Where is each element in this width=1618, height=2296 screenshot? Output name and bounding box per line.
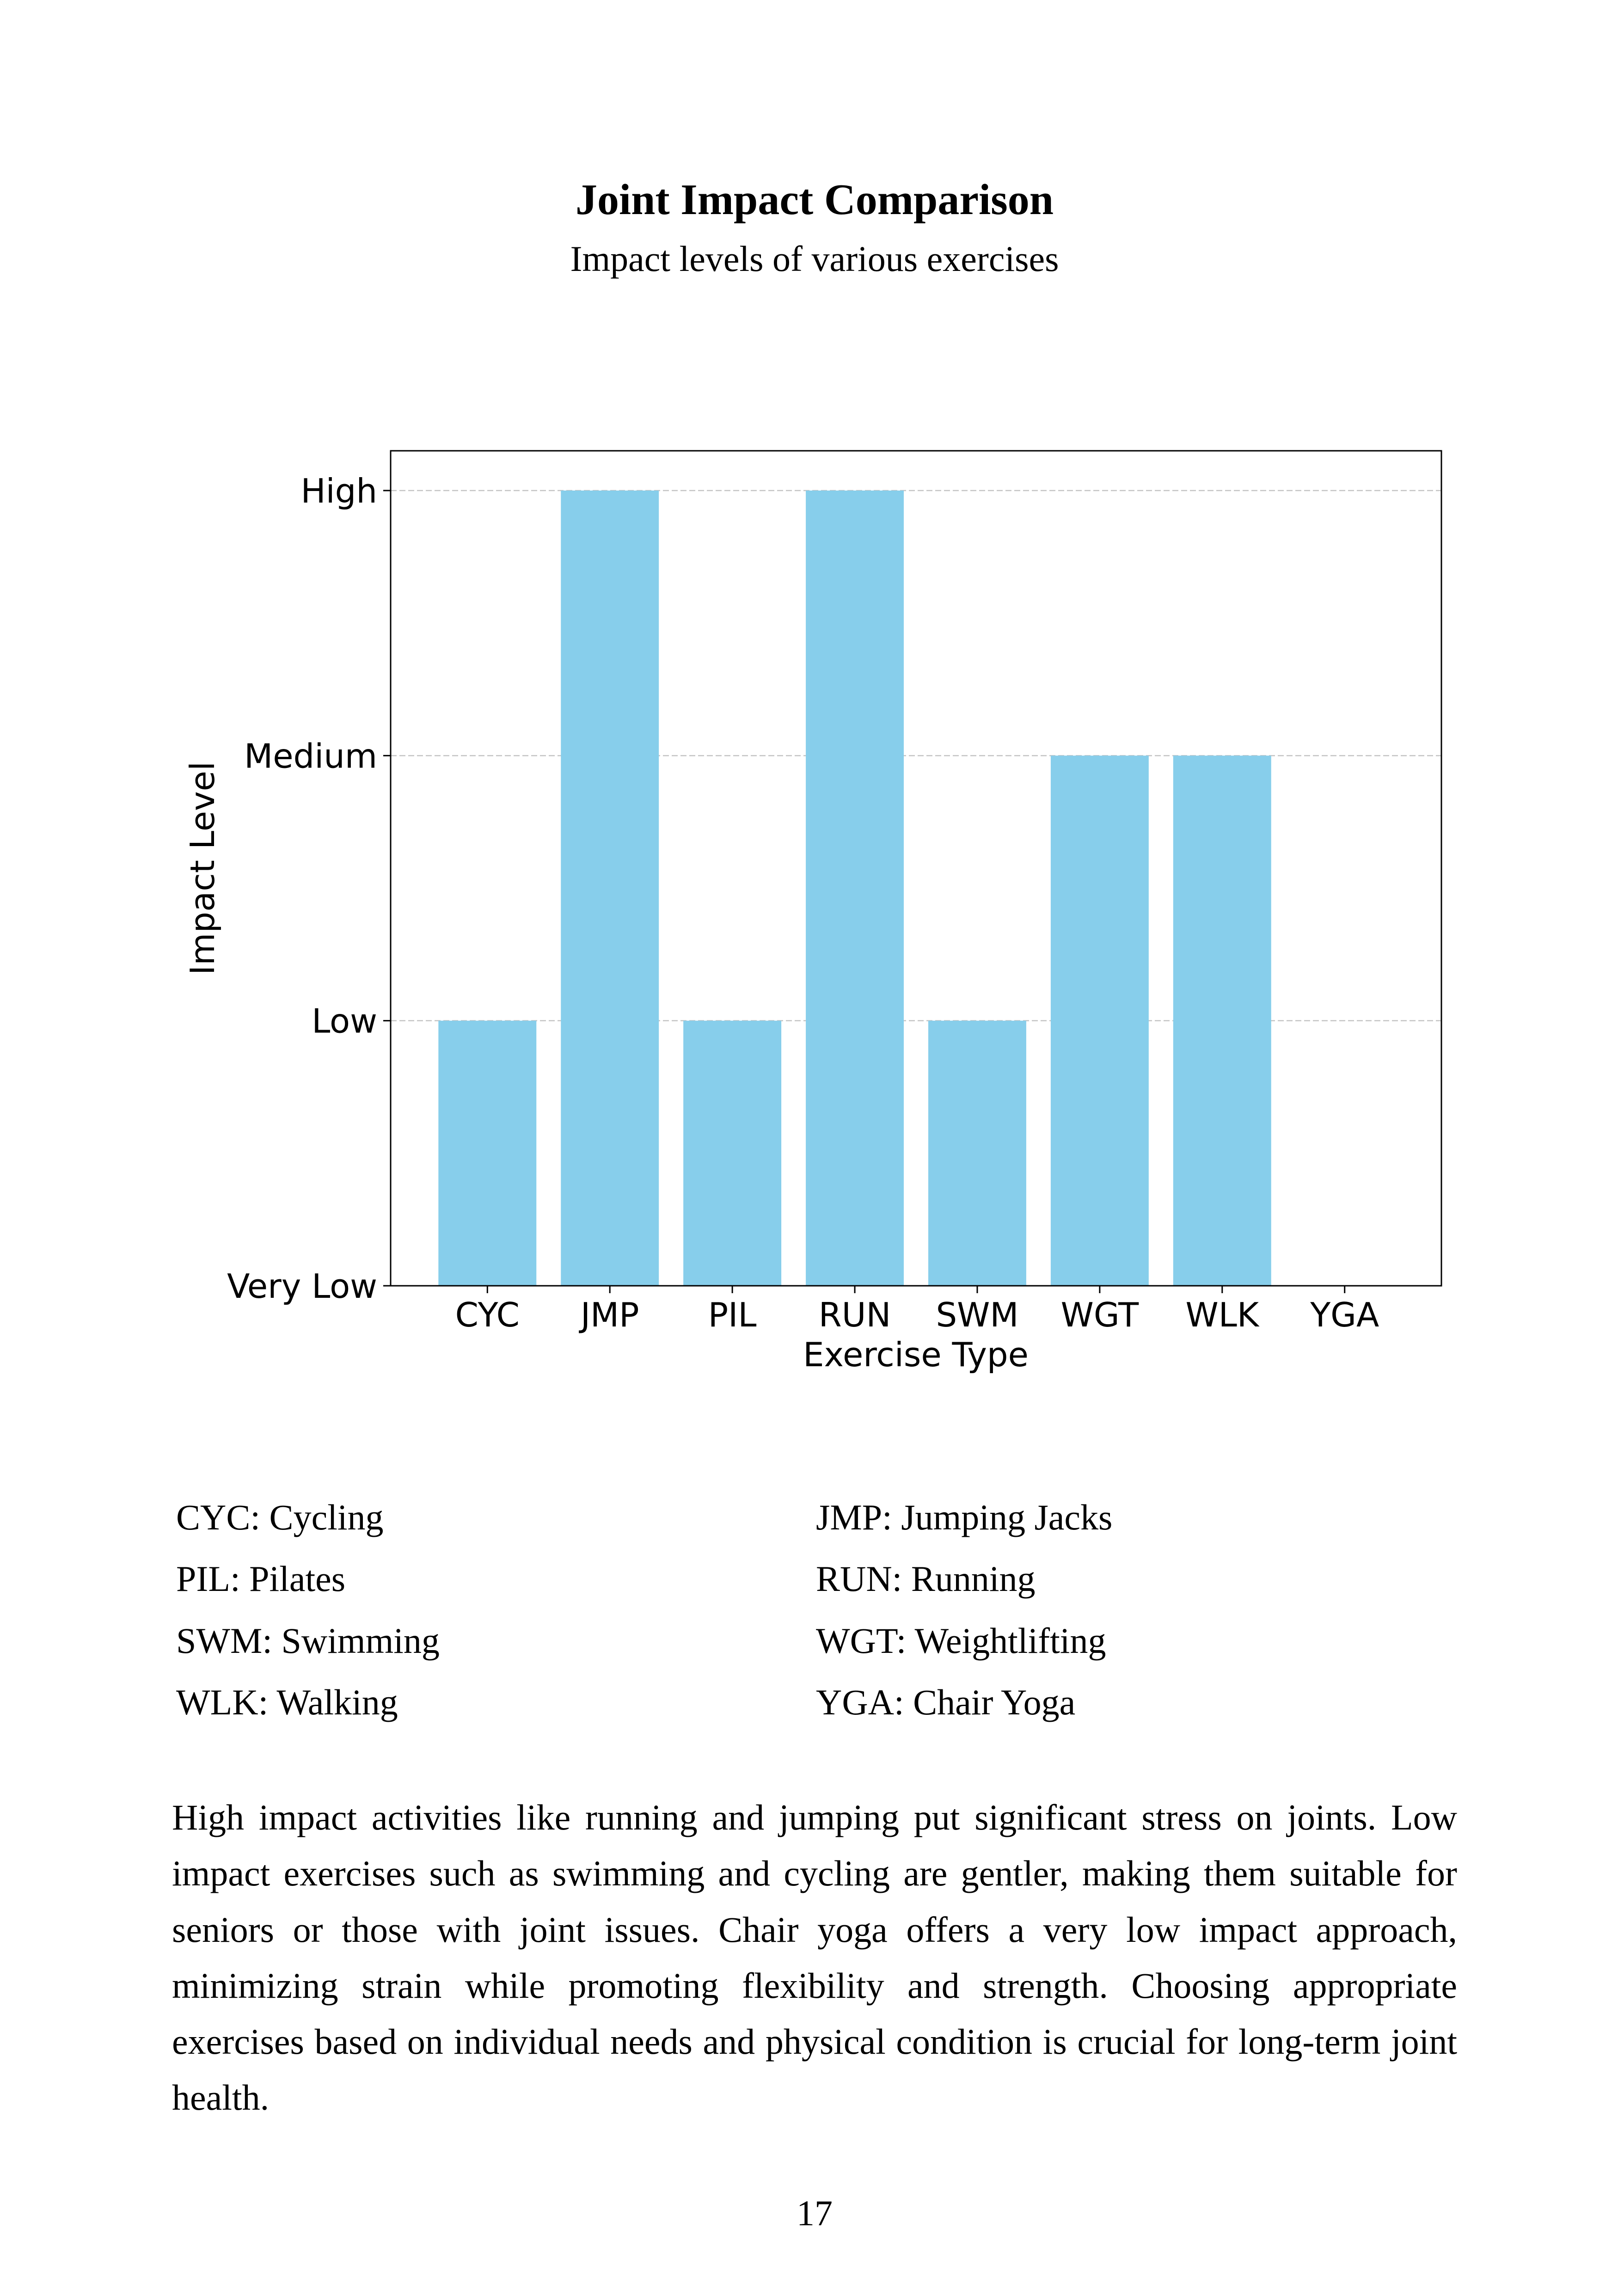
y-tick-label-low: Low [312, 1001, 377, 1041]
abbreviation-key [176, 1486, 1461, 1733]
plot-frame [391, 451, 1441, 1286]
y-tick-label-medium: Medium [244, 737, 377, 776]
abbreviation-item: YGA: Chair Yoga [816, 1682, 1076, 1723]
page-number: 17 [797, 2193, 833, 2233]
bar-wgt [1051, 755, 1149, 1286]
bar-wlk [1173, 755, 1271, 1286]
x-tick-label-wgt: WGT [1060, 1295, 1139, 1334]
bar-swm [928, 1021, 1026, 1286]
x-tick-label-run: RUN [818, 1295, 891, 1334]
abbreviation-item: WLK: Walking [176, 1682, 398, 1723]
bars [438, 491, 1271, 1286]
abbreviation-item: RUN: Running [816, 1559, 1036, 1599]
x-tick-label-yga: YGA [1310, 1295, 1379, 1334]
y-axis-label: Impact Level [183, 761, 222, 975]
x-tick-label-pil: PIL [708, 1295, 757, 1334]
abbreviation-item: SWM: Swimming [176, 1620, 440, 1661]
abbreviation-item: JMP: Jumping Jacks [816, 1497, 1113, 1537]
x-tick-label-cyc: CYC [455, 1295, 520, 1334]
chart-subtitle: Impact levels of various exercises [570, 239, 1059, 279]
y-tick-label-high: High [300, 472, 377, 510]
bar-run [806, 491, 904, 1286]
abbreviation-item: CYC: Cycling [176, 1497, 384, 1537]
bar-pil [683, 1021, 781, 1286]
x-tick-label-jmp: JMP [580, 1295, 639, 1334]
chart-title: Joint Impact Comparison [575, 176, 1054, 224]
abbreviation-item: WGT: Weightlifting [816, 1620, 1106, 1661]
bar-jmp [561, 491, 659, 1286]
bar-cyc [438, 1021, 536, 1286]
x-tick-label-swm: SWM [936, 1295, 1019, 1334]
y-tick-label-very-low: Very Low [227, 1267, 377, 1306]
x-tick-label-wlk: WLK [1185, 1295, 1259, 1334]
grid-lines [391, 491, 1441, 1286]
body-paragraph: High impact activities like running and jumping put significant stress on joints. Low impact exercises such as swimming and cycling are gentler, making them suitable for seniors or those with joint issues. Chair yoga offers a very low impact approach, minimizing strain while promoting flexibility and strength. Choosing appropriate exercises based on individual needs and physical condition is crucial for long-term joint health. [172, 1797, 1457, 2118]
x-axis-label: Exercise Type [803, 1335, 1029, 1374]
abbreviation-item: PIL: Pilates [176, 1559, 346, 1599]
